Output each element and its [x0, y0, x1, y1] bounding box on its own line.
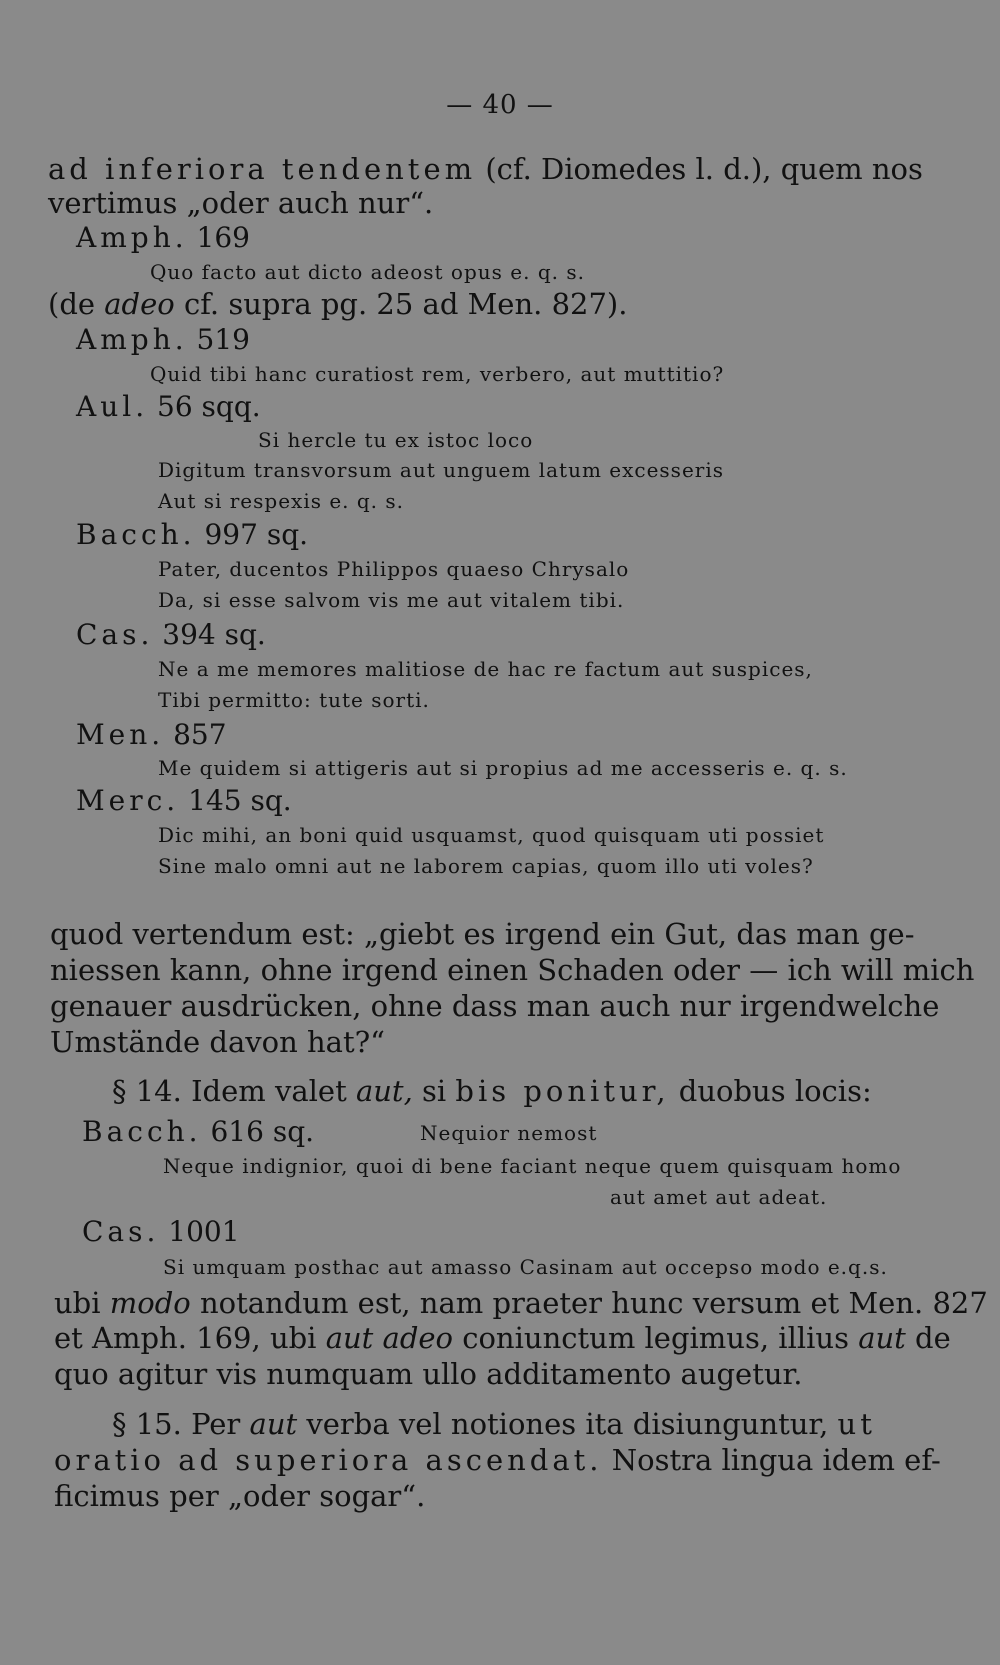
- verse-quote: Nequior nemost: [420, 1121, 598, 1145]
- verse-quote: Pater, ducentos Philippos quaeso Chrysalo: [158, 557, 630, 581]
- page-number: — 40 —: [446, 90, 554, 120]
- text-span: Nostra lingua idem ef-: [611, 1443, 941, 1477]
- citation-number: 616 sq.: [210, 1115, 315, 1148]
- text-line: niessen kann, ohne irgend einen Schaden oder — ich will mich: [50, 953, 975, 987]
- citation-work: Men.: [76, 718, 165, 751]
- italic-word: aut adeo: [325, 1321, 454, 1355]
- text-line: quo agitur vis numquam ullo additamento augetur.: [54, 1357, 803, 1391]
- citation-number: 394 sq.: [162, 618, 266, 651]
- spaced-phrase: ad inferiora tendentem: [48, 152, 477, 186]
- section-number: § 15.: [112, 1407, 182, 1441]
- citation-work: Bacch.: [76, 518, 196, 551]
- citation-reference: [76, 784, 292, 817]
- italic-word: aut,: [355, 1074, 413, 1108]
- text-line: vertimus „oder auch nur“.: [48, 186, 434, 220]
- citation-work: Cas.: [76, 618, 154, 651]
- text-span: de: [915, 1321, 951, 1355]
- italic-word: modo: [109, 1286, 191, 1320]
- verse-quote: Sine malo omni aut ne laborem capias, quom illo uti voles?: [158, 854, 814, 878]
- citation-number: 169: [196, 221, 250, 254]
- citation-reference: [82, 1215, 240, 1248]
- citation-work: Cas.: [82, 1215, 160, 1248]
- citation-work: Aul.: [76, 390, 149, 423]
- text-span: (cf. Diomedes l. d.), quem nos: [485, 152, 923, 186]
- verse-quote: Digitum transvorsum aut unguem latum excesseris: [158, 458, 725, 482]
- section-heading-15: [112, 1407, 876, 1441]
- text-span: si: [422, 1074, 447, 1108]
- verse-quote: Ne a me memores malitiose de hac re factum aut suspices,: [158, 657, 813, 681]
- verse-quote: Tibi permitto: tute sorti.: [158, 688, 430, 712]
- text-span: verba vel notiones ita disiunguntur,: [306, 1407, 829, 1441]
- spaced-phrase: ut: [837, 1407, 876, 1441]
- text-span: duobus locis:: [678, 1074, 872, 1108]
- spaced-phrase: bis ponitur,: [455, 1074, 670, 1108]
- section-heading-14: [112, 1074, 872, 1108]
- section-number: § 14.: [112, 1074, 182, 1108]
- verse-quote: Si hercle tu ex istoc loco: [258, 428, 534, 452]
- citation-reference: [76, 618, 266, 651]
- citation-work: Merc.: [76, 784, 180, 817]
- citation-number: 145 sq.: [188, 784, 292, 817]
- verse-quote: aut amet aut adeat.: [610, 1185, 828, 1209]
- verse-quote: Neque indignior, quoi di bene faciant neque quem quisquam homo: [163, 1154, 902, 1178]
- citation-number: 857: [173, 718, 227, 751]
- citation-number: 1001: [168, 1215, 240, 1248]
- citation-reference: [76, 390, 261, 423]
- verse-quote: Dic mihi, an boni quid usquamst, quod quisquam uti possiet: [158, 823, 825, 847]
- citation-reference: [82, 1115, 314, 1148]
- text-line: genauer ausdrücken, ohne dass man auch nur irgendwelche: [50, 989, 940, 1023]
- text-span: Idem valet: [191, 1074, 347, 1108]
- citation-reference: [76, 518, 308, 551]
- verse-quote: Aut si respexis e. q. s.: [158, 489, 405, 513]
- text-span: notandum est, nam praeter hunc versum et Men. 827: [199, 1286, 988, 1320]
- text-span: ubi: [54, 1286, 101, 1320]
- citation-number: 519: [196, 323, 250, 356]
- text-line: [54, 1443, 941, 1477]
- citation-work: Amph.: [76, 323, 188, 356]
- text-span: et Amph. 169, ubi: [54, 1321, 317, 1355]
- text-span: cf. supra pg. 25 ad Men. 827).: [183, 287, 628, 321]
- text-span: coniunctum legimus, illius: [462, 1321, 849, 1355]
- citation-reference: [76, 221, 250, 254]
- citation-work: Amph.: [76, 221, 188, 254]
- text-line: [48, 152, 923, 186]
- verse-quote: Me quidem si attigeris aut si propius ad me accesseris e. q. s.: [158, 756, 848, 780]
- text-line: [48, 287, 627, 321]
- citation-number: 997 sq.: [204, 518, 309, 551]
- text-span: (de: [48, 287, 96, 321]
- citation-number: 56 sqq.: [157, 390, 261, 423]
- text-line: [54, 1321, 951, 1355]
- text-span: Per: [191, 1407, 241, 1441]
- verse-quote: Da, si esse salvom vis me aut vitalem tibi.: [158, 588, 625, 612]
- citation-work: Bacch.: [82, 1115, 202, 1148]
- text-line: ficimus per „oder sogar“.: [54, 1479, 426, 1513]
- citation-reference: [76, 718, 227, 751]
- text-line: [54, 1286, 988, 1320]
- italic-word: aut: [249, 1407, 298, 1441]
- italic-word: aut: [858, 1321, 906, 1355]
- italic-word: adeo: [104, 287, 175, 321]
- verse-quote: Quo facto aut dicto adeost opus e. q. s.: [150, 260, 585, 284]
- text-line: quod vertendum est: „giebt es irgend ein Gut, das man ge-: [50, 917, 915, 951]
- text-line: Umstände davon hat?“: [50, 1025, 385, 1059]
- verse-quote: Si umquam posthac aut amasso Casinam aut occepso modo e.q.s.: [163, 1255, 888, 1279]
- verse-quote: Quid tibi hanc curatiost rem, verbero, aut muttitio?: [150, 362, 725, 386]
- citation-reference: [76, 323, 250, 356]
- spaced-phrase: oratio ad superiora ascendat.: [54, 1443, 603, 1477]
